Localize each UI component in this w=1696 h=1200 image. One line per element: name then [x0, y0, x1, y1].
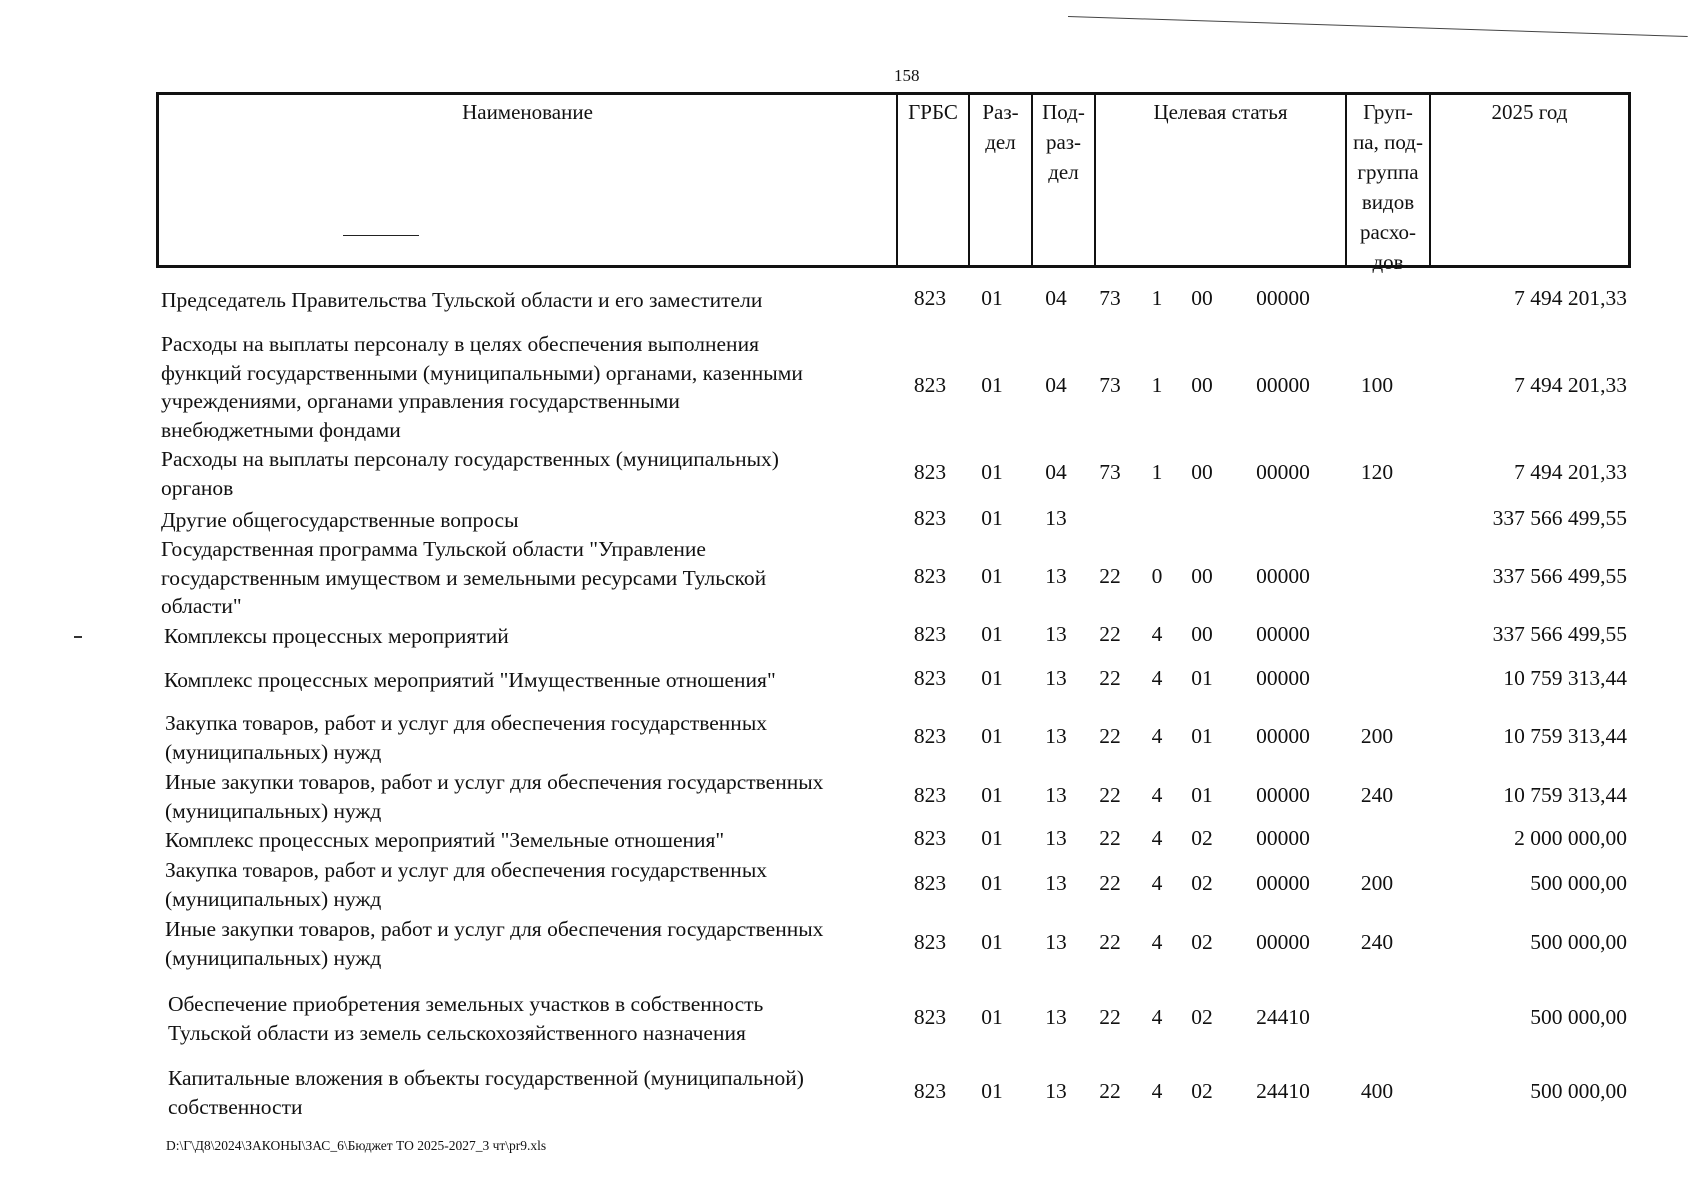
cell-target-direction: 00000: [1256, 783, 1310, 807]
cell-target-subprogram: 4: [1151, 871, 1163, 895]
cell-target-main-event: 00: [1191, 622, 1213, 646]
table-row: [0, 990, 1696, 1047]
cell-target-subprogram: 4: [1151, 1079, 1163, 1103]
cell-razdel: 01: [981, 460, 1003, 484]
cell-expense-group: 200: [1360, 871, 1394, 895]
cell-name-line: Комплекс процессных мероприятий "Земельные отношения": [165, 828, 725, 852]
table-row: [0, 666, 1696, 694]
cell-target-program: 22: [1099, 783, 1121, 807]
cell-razdel: 01: [981, 286, 1003, 310]
cell-name: [161, 445, 896, 502]
table-row: [0, 445, 1696, 502]
cell-target-subprogram: 1: [1151, 286, 1163, 310]
cell-name-line: государственным имуществом и земельными ресурсами Тульской: [161, 565, 767, 590]
cell-name-line: Комплексы процессных мероприятий: [164, 624, 509, 648]
cell-name-line: органов: [161, 475, 234, 500]
cell-expense-group: 100: [1360, 373, 1394, 397]
cell-name: [165, 768, 900, 825]
cell-amount: 10 759 313,44: [1503, 666, 1627, 690]
cell-name-line: области": [161, 594, 242, 618]
cell-target-direction: 00000: [1256, 373, 1310, 397]
cell-grbs: 823: [913, 564, 947, 588]
cell-target-subprogram: 1: [1151, 373, 1163, 397]
cell-target-main-event: 01: [1191, 666, 1213, 690]
cell-target-direction: 00000: [1256, 286, 1310, 310]
cell-target-main-event: 00: [1191, 286, 1213, 310]
cell-podrazdel: 13: [1045, 1005, 1067, 1029]
cell-name: [161, 286, 896, 315]
cell-target-main-event: 00: [1191, 564, 1213, 588]
cell-name-line: Обеспечение приобретения земельных участков в собственность: [168, 992, 764, 1016]
cell-razdel: 01: [981, 826, 1003, 850]
header-target-label: Целевая статья: [1153, 100, 1288, 124]
cell-amount: 7 494 201,33: [1514, 286, 1627, 310]
cell-razdel: 01: [981, 1005, 1003, 1029]
header-group-line: группа: [1357, 160, 1419, 184]
table-row: [0, 768, 1696, 825]
cell-target-program: 22: [1099, 564, 1121, 588]
footer-file-path: D:\Г\Д8\2024\ЗАКОНЫ\ЗАС_6\Бюджет ТО 2025-2027_3 чт\pr9.xls: [166, 1138, 547, 1153]
cell-name: [164, 666, 899, 695]
cell-target-subprogram: 4: [1151, 930, 1163, 954]
header-group-line: па, под-: [1353, 130, 1423, 154]
cell-amount: 500 000,00: [1530, 1005, 1627, 1029]
cell-grbs: 823: [913, 506, 947, 530]
table-row: [0, 856, 1696, 913]
cell-target-direction: 24410: [1256, 1005, 1310, 1029]
cell-name: [165, 826, 900, 855]
cell-target-direction: 00000: [1256, 622, 1310, 646]
cell-razdel: 01: [981, 622, 1003, 646]
header-podrazdel-line: раз-: [1045, 130, 1082, 154]
cell-name: [165, 856, 900, 913]
cell-name-line: Комплекс процессных мероприятий "Имущественные отношения": [164, 668, 776, 692]
cell-amount: 7 494 201,33: [1514, 373, 1627, 397]
cell-podrazdel: 13: [1045, 826, 1067, 850]
table-row: [0, 622, 1696, 650]
cell-name-line: Иные закупки товаров, работ и услуг для обеспечения государственных: [165, 770, 824, 794]
cell-amount: 7 494 201,33: [1514, 460, 1627, 484]
cell-name: [165, 915, 900, 972]
table-row: [0, 506, 1696, 534]
cell-grbs: 823: [913, 871, 947, 895]
cell-podrazdel: 13: [1045, 930, 1067, 954]
header-razdel-line: дел: [985, 130, 1016, 154]
cell-target-subprogram: 4: [1151, 1005, 1163, 1029]
cell-target-program: 22: [1099, 826, 1121, 850]
cell-name-line: (муниципальных) нужд: [165, 798, 382, 823]
header-year-label: 2025 год: [1491, 100, 1568, 124]
cell-target-program: 22: [1099, 622, 1121, 646]
cell-name: [168, 1064, 903, 1121]
header-podrazdel-line: дел: [1048, 160, 1079, 184]
cell-target-subprogram: 4: [1151, 622, 1163, 646]
cell-name-line: (муниципальных) нужд: [165, 945, 382, 970]
cell-podrazdel: 13: [1045, 783, 1067, 807]
cell-expense-group: 400: [1360, 1079, 1394, 1103]
cell-podrazdel: 13: [1045, 564, 1067, 588]
cell-name: [168, 990, 903, 1047]
cell-target-subprogram: 4: [1151, 783, 1163, 807]
cell-target-main-event: 02: [1191, 1079, 1213, 1103]
cell-target-main-event: 01: [1191, 783, 1213, 807]
cell-amount: 337 566 499,55: [1492, 622, 1627, 646]
cell-amount: 337 566 499,55: [1492, 564, 1627, 588]
cell-target-subprogram: 4: [1151, 666, 1163, 690]
header-group-line: видов: [1361, 190, 1415, 214]
cell-amount: 10 759 313,44: [1503, 724, 1627, 748]
cell-razdel: 01: [981, 783, 1003, 807]
header-grbs-label: ГРБС: [908, 100, 958, 124]
cell-razdel: 01: [981, 724, 1003, 748]
cell-podrazdel: 13: [1045, 622, 1067, 646]
cell-target-main-event: 02: [1191, 826, 1213, 850]
table-row: [0, 330, 1696, 444]
table-row: [0, 826, 1696, 854]
cell-name-line: Председатель Правительства Тульской области и его заместители: [161, 288, 763, 312]
cell-target-program: 22: [1099, 930, 1121, 954]
cell-podrazdel: 13: [1045, 1079, 1067, 1103]
cell-amount: 500 000,00: [1530, 1079, 1627, 1103]
cell-podrazdel: 04: [1045, 373, 1067, 397]
table-row: [0, 709, 1696, 766]
cell-name: [164, 622, 899, 651]
cell-amount: 10 759 313,44: [1503, 783, 1627, 807]
cell-target-direction: 00000: [1256, 460, 1310, 484]
cell-target-subprogram: 0: [1151, 564, 1163, 588]
cell-target-direction: 00000: [1256, 564, 1310, 588]
cell-name-line: Иные закупки товаров, работ и услуг для обеспечения государственных: [165, 917, 824, 941]
cell-target-direction: 00000: [1256, 666, 1310, 690]
cell-grbs: 823: [913, 373, 947, 397]
cell-target-program: 73: [1099, 373, 1121, 397]
cell-name: [161, 535, 896, 621]
table-row: [0, 1064, 1696, 1121]
cell-name-line: Другие общегосударственные вопросы: [161, 508, 519, 532]
cell-razdel: 01: [981, 666, 1003, 690]
cell-grbs: 823: [913, 1005, 947, 1029]
cell-razdel: 01: [981, 1079, 1003, 1103]
cell-razdel: 01: [981, 930, 1003, 954]
table-row: [0, 284, 1696, 316]
cell-expense-group: 200: [1360, 724, 1394, 748]
table-row: [0, 535, 1696, 621]
cell-name: [161, 506, 896, 535]
header-group-line: расхо-: [1359, 220, 1417, 244]
cell-razdel: 01: [981, 871, 1003, 895]
cell-grbs: 823: [913, 783, 947, 807]
cell-target-main-event: 00: [1191, 460, 1213, 484]
cell-target-subprogram: 1: [1151, 460, 1163, 484]
cell-podrazdel: 04: [1045, 286, 1067, 310]
cell-razdel: 01: [981, 506, 1003, 530]
cell-name-line: (муниципальных) нужд: [165, 886, 382, 911]
cell-target-direction: 00000: [1256, 724, 1310, 748]
cell-name-line: Капитальные вложения в объекты государственной (муниципальной): [168, 1066, 804, 1090]
cell-grbs: 823: [913, 460, 947, 484]
cell-target-main-event: 02: [1191, 1005, 1213, 1029]
cell-name-line: учреждениями, органами управления государственными: [161, 389, 680, 413]
cell-amount: 500 000,00: [1530, 930, 1627, 954]
cell-name-line: (муниципальных) нужд: [165, 739, 382, 764]
cell-target-direction: 00000: [1256, 930, 1310, 954]
cell-podrazdel: 13: [1045, 871, 1067, 895]
cell-name-line: Тульской области из земель сельскохозяйственного назначения: [168, 1020, 746, 1045]
cell-name-line: Государственная программа Тульской области "Управление: [161, 537, 706, 561]
cell-name-line: собственности: [168, 1094, 303, 1119]
cell-expense-group: 240: [1360, 783, 1394, 807]
cell-target-subprogram: 4: [1151, 724, 1163, 748]
cell-expense-group: 240: [1360, 930, 1394, 954]
cell-target-main-event: 00: [1191, 373, 1213, 397]
cell-grbs: 823: [913, 286, 947, 310]
cell-grbs: 823: [913, 826, 947, 850]
cell-target-program: 73: [1099, 460, 1121, 484]
header-name-label: Наименование: [462, 100, 593, 124]
cell-amount: 500 000,00: [1530, 871, 1627, 895]
cell-name: [161, 330, 896, 444]
cell-name-line: Закупка товаров, работ и услуг для обеспечения государственных: [165, 711, 768, 735]
cell-grbs: 823: [913, 724, 947, 748]
table-row: [0, 915, 1696, 972]
cell-name: [165, 709, 900, 766]
cell-podrazdel: 13: [1045, 666, 1067, 690]
cell-target-program: 22: [1099, 1079, 1121, 1103]
header-razdel-line: Раз-: [982, 100, 1019, 124]
cell-amount: 2 000 000,00: [1514, 826, 1627, 850]
cell-razdel: 01: [981, 564, 1003, 588]
cell-amount: 337 566 499,55: [1492, 506, 1627, 530]
header-group-line: дов: [1372, 250, 1404, 274]
cell-podrazdel: 13: [1045, 506, 1067, 530]
cell-grbs: 823: [913, 622, 947, 646]
cell-podrazdel: 13: [1045, 724, 1067, 748]
cell-target-program: 73: [1099, 286, 1121, 310]
header-podrazdel-line: Под-: [1042, 100, 1085, 124]
cell-razdel: 01: [981, 373, 1003, 397]
cell-target-program: 22: [1099, 666, 1121, 690]
cell-target-main-event: 02: [1191, 930, 1213, 954]
cell-target-program: 22: [1099, 724, 1121, 748]
page-number: 158: [894, 66, 920, 85]
cell-grbs: 823: [913, 930, 947, 954]
cell-name-line: функций государственными (муниципальными) органами, казенными: [161, 360, 803, 385]
cell-target-main-event: 02: [1191, 871, 1213, 895]
header-group-line: Груп-: [1363, 100, 1413, 124]
cell-target-direction: 00000: [1256, 826, 1310, 850]
cell-target-direction: 24410: [1256, 1079, 1310, 1103]
cell-name-line: Расходы на выплаты персоналу государственных (муниципальных): [161, 447, 779, 471]
cell-grbs: 823: [913, 1079, 947, 1103]
cell-podrazdel: 04: [1045, 460, 1067, 484]
cell-expense-group: 120: [1360, 460, 1394, 484]
cell-target-main-event: 01: [1191, 724, 1213, 748]
cell-grbs: 823: [913, 666, 947, 690]
cell-name-line: Расходы на выплаты персоналу в целях обеспечения выполнения: [161, 332, 759, 356]
cell-target-program: 22: [1099, 871, 1121, 895]
cell-name-line: Закупка товаров, работ и услуг для обеспечения государственных: [165, 858, 768, 882]
cell-target-program: 22: [1099, 1005, 1121, 1029]
cell-target-subprogram: 4: [1151, 826, 1163, 850]
cell-target-direction: 00000: [1256, 871, 1310, 895]
cell-name-line: внебюджетными фондами: [161, 417, 401, 442]
